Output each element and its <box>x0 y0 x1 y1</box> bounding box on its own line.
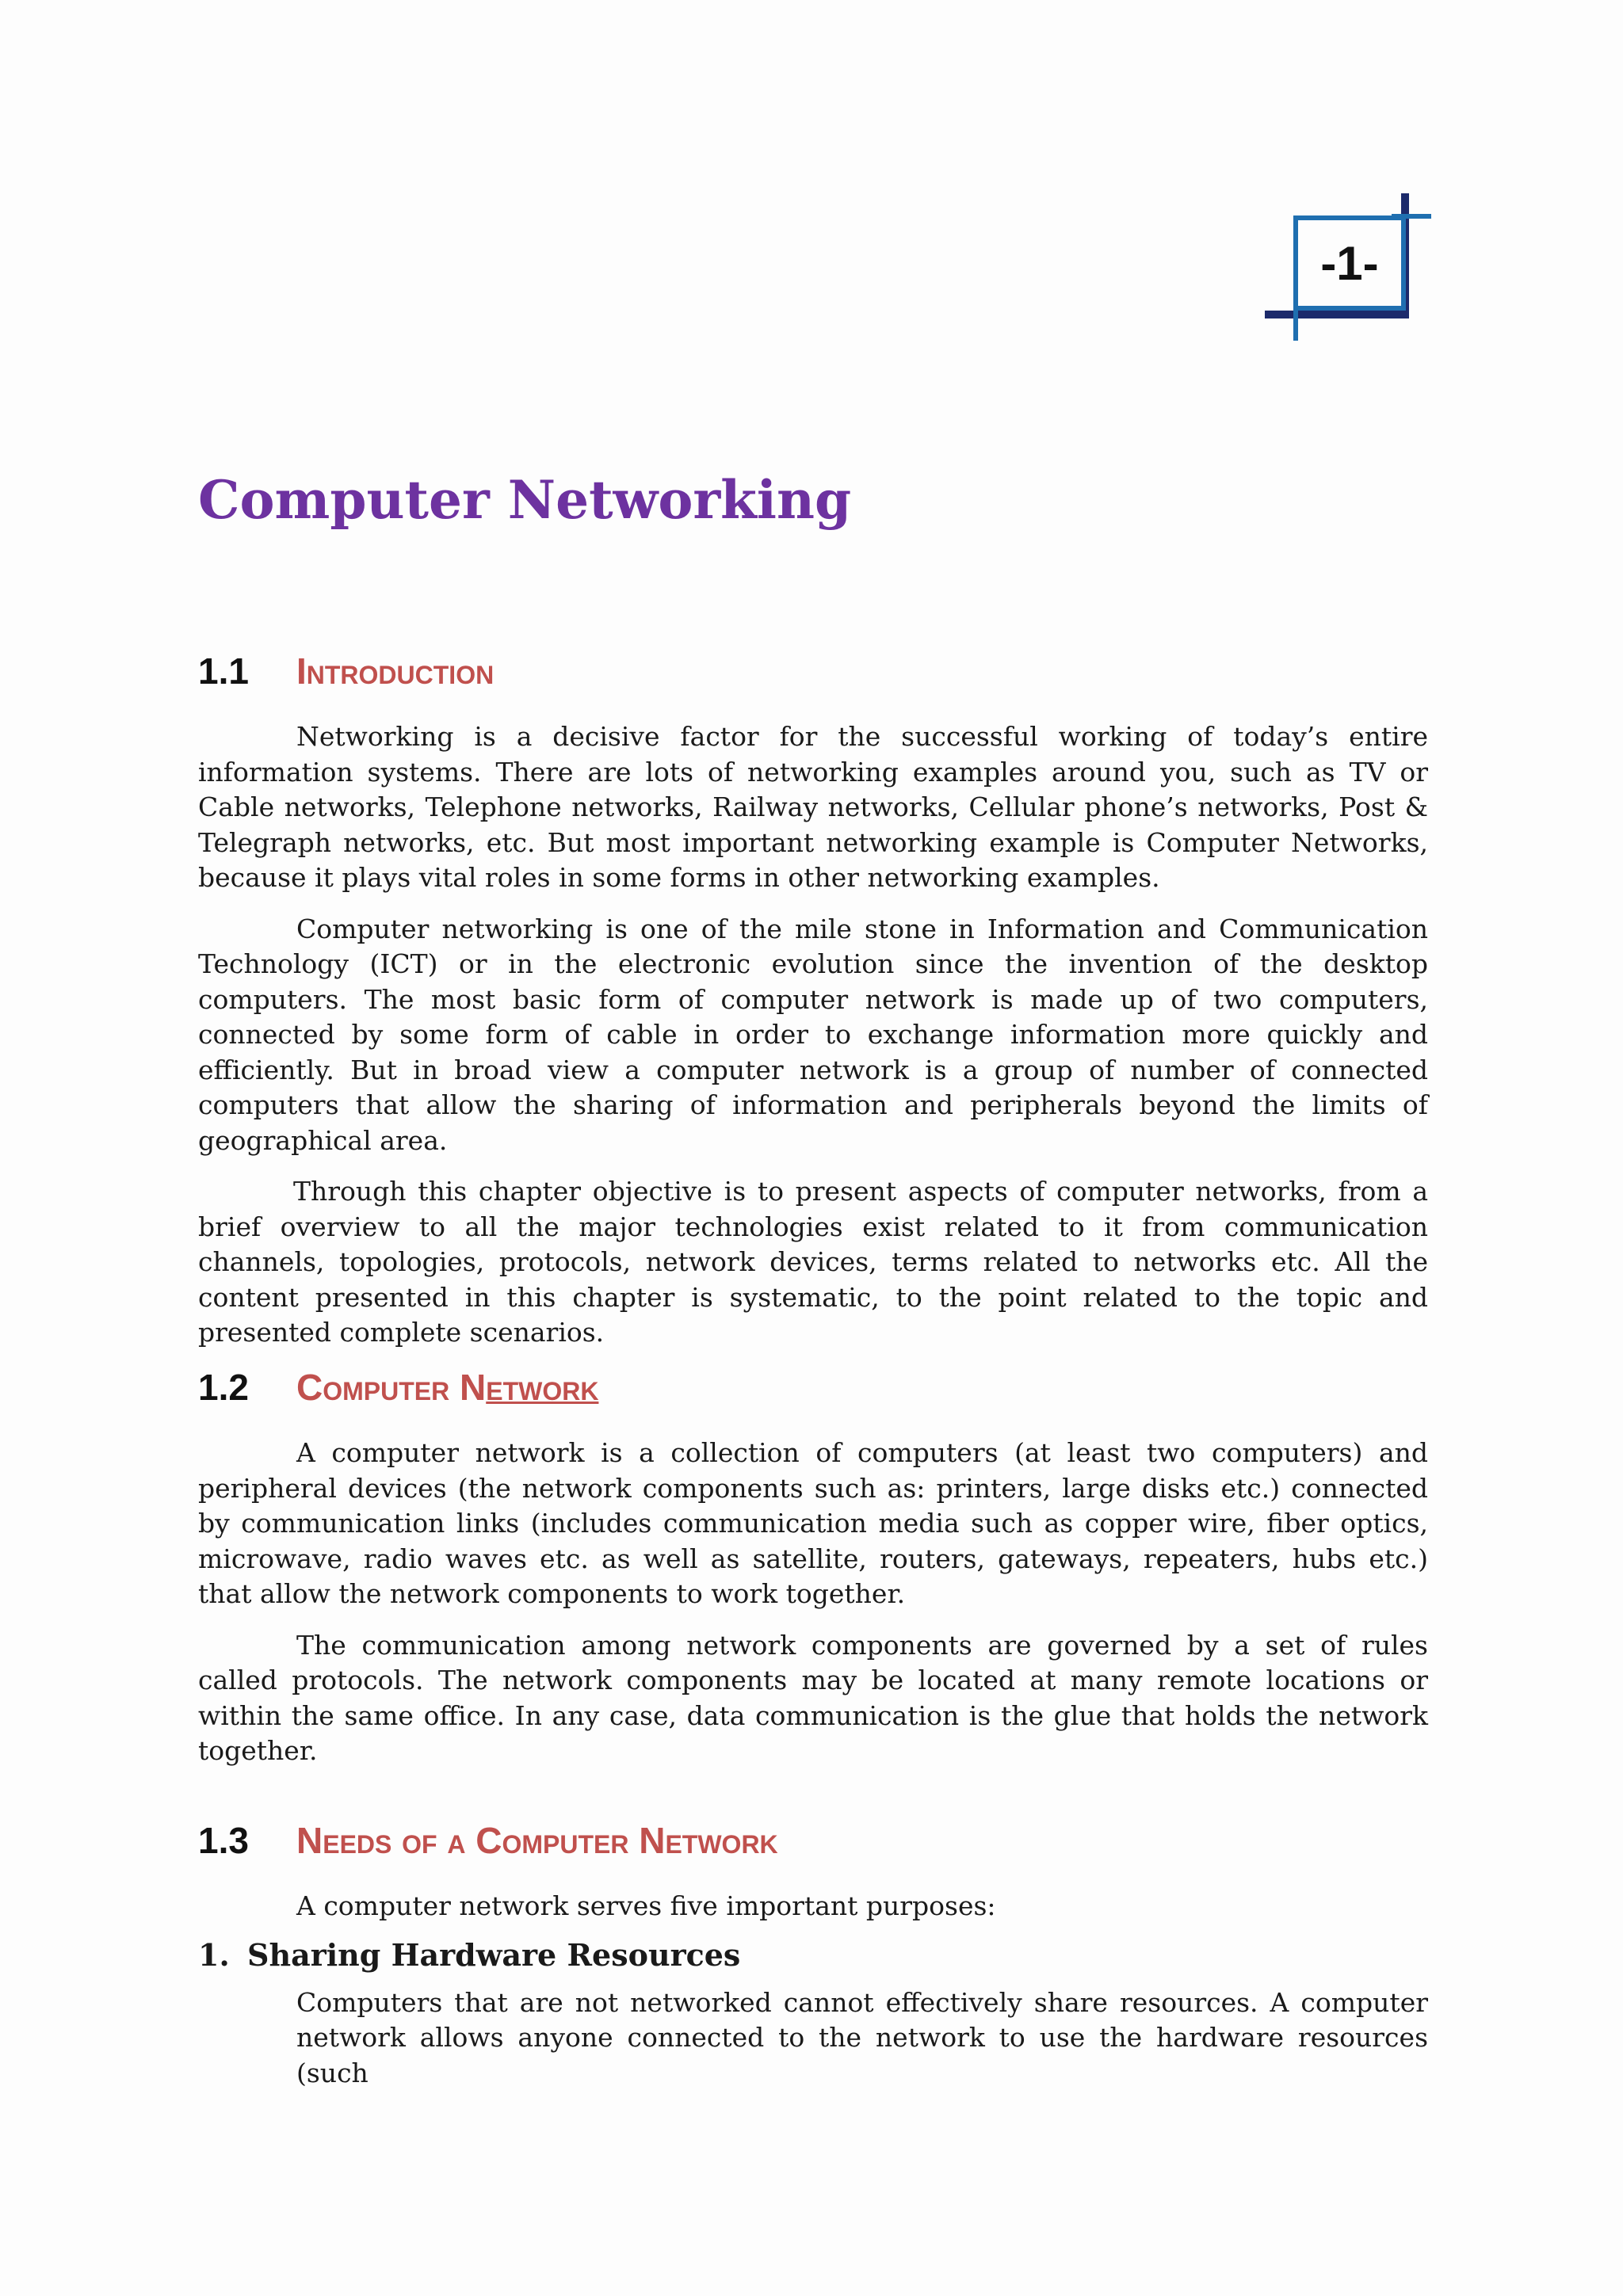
list-item-heading <box>198 1937 1428 1973</box>
section-number: 1.1 <box>198 650 249 692</box>
section-heading <box>198 1819 1428 1862</box>
paragraph: Computer networking is one of the mile stone in Information and Communication Technology (ICT) or in the electronic evolution since the invention of the desktop computers. The most basic form of computer network is made up of two computers, connected by some form of cable in order to exchange information more quickly and efficiently. But in broad view a computer network is a group of number of connected computers that allow the sharing of information and peripherals beyond the limits of geographical area. <box>198 913 1428 1156</box>
paragraph: Networking is a decisive factor for the successful working of today’s entire information systems. There are lots of networking examples around you, such as TV or Cable networks, Telephone networks, Railway networks, Cellular phone’s networks, Post & Telegraph networks, etc. But most important networking example is Computer Networks, because it plays vital roles in some forms in other networking examples. <box>198 721 1428 893</box>
section-title <box>296 1366 598 1409</box>
paragraph: The communication among network components are governed by a set of rules called protocols. The network components may be located at many remote locations or within the same office. In any case, data communication is the glue that holds the network together. <box>198 1629 1428 1766</box>
paragraph: Through this chapter objective is to present aspects of computer networks, from a brief overview to all the major technologies exist related to it from communication channels, topologies, protocols, network devices, terms related to networks etc. All the content presented in this chapter is systematic, to the point related to the topic and presented complete scenarios. <box>198 1176 1428 1348</box>
section-introduction <box>198 650 1428 1351</box>
section-needs <box>198 1819 1428 2091</box>
list-item-index: 1. <box>198 1936 230 1973</box>
section-title: Introduction <box>296 650 495 692</box>
section-computer-network <box>198 1366 1428 1769</box>
list-item-title: Sharing Hardware Resources <box>247 1936 741 1973</box>
section-heading <box>198 1366 1428 1409</box>
chapter-number-box <box>1265 193 1431 341</box>
chapter-number: -1- <box>1320 236 1379 290</box>
paragraph: A computer network serves five important purposes: <box>296 1890 996 1921</box>
section-number: 1.2 <box>198 1367 249 1408</box>
chapter-box-frame-line <box>1265 311 1409 318</box>
list-item-text: Computers that are not networked cannot effectively share resources. A computer network allows anyone connected to the network to use the hardware resources (such <box>296 1986 1428 2088</box>
section-title: Needs of a Computer Network <box>296 1820 778 1861</box>
chapter-title: Computer Networking <box>198 469 852 531</box>
paragraph: A computer network is a collection of computers (at least two computers) and peripheral devices (the network components such as: printers, large disks etc.) connected by communication links (includes communication media such as copper wire, fiber optics, microwave, radio waves etc. as well as satellite, routers, gateways, repeaters, hubs etc.) that allow the network components to work together. <box>198 1437 1428 1609</box>
section-title-underlined-part: etwork <box>486 1367 599 1408</box>
section-heading <box>198 650 1428 692</box>
section-title-part: Computer N <box>296 1367 487 1408</box>
section-number: 1.3 <box>198 1820 249 1861</box>
